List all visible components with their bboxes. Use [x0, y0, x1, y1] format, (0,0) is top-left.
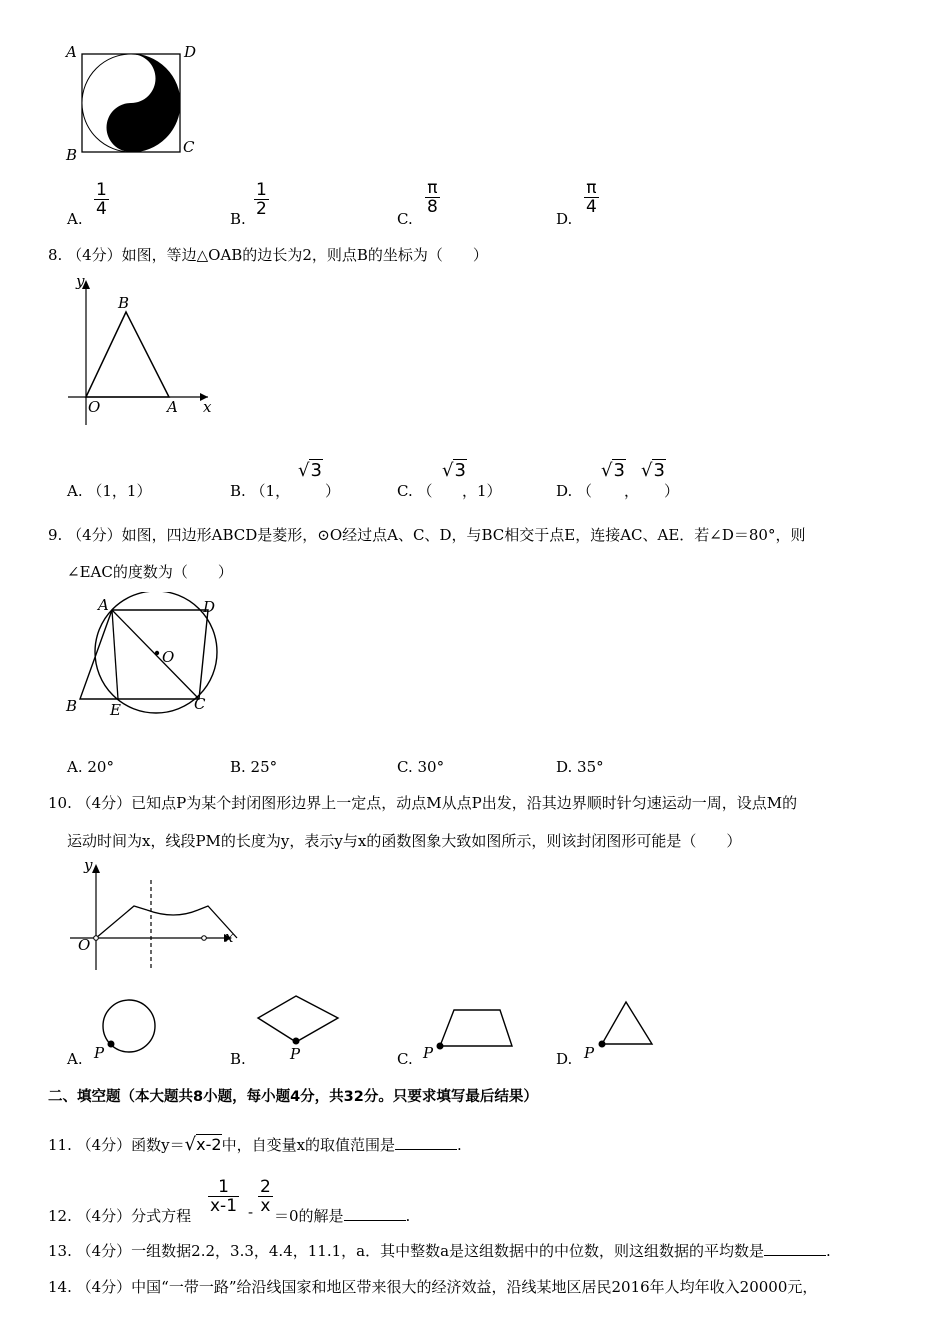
point-p-label: P [423, 1044, 434, 1062]
q12-prefix: 12. （4分）分式方程 [48, 1207, 192, 1225]
sqrt-3: √3 [442, 460, 466, 481]
point-a-label: A [98, 596, 109, 614]
answer-blank[interactable] [395, 1135, 457, 1150]
q9-option-c: C. 30° [397, 758, 445, 776]
function-graph-figure [62, 856, 247, 976]
q7-figure [60, 40, 210, 165]
q10-text-line2: 运动时间为x，线段PM的长度为y，表示y与x的函数图象大致如图所示，则该封闭图形可能是（ ） [67, 832, 742, 850]
denominator: 8 [427, 197, 438, 217]
q10-figure [62, 856, 247, 976]
q9-figure [60, 592, 230, 722]
label-c: C [183, 138, 195, 156]
axis-y-label: y [84, 856, 93, 874]
radicand: 3 [310, 460, 322, 481]
q7-option-b-fraction [254, 181, 269, 218]
radicand: 3 [454, 460, 466, 481]
point-d-label: D [203, 598, 216, 616]
q13-text: 13. （4分）一组数据2.2，3.3，4.4，11.1，a．其中整数a是这组数据中的中位数，则这组数据的平均数是 [48, 1242, 765, 1260]
q12-end: . [405, 1207, 411, 1225]
point-e-label: E [110, 701, 121, 719]
denominator: 2 [256, 199, 267, 219]
q7-option-a-fraction [94, 181, 109, 218]
sqrt-sign: √ [184, 1134, 197, 1155]
q7-option-d-letter: D. [556, 210, 573, 228]
q13-end: . [826, 1242, 831, 1260]
numerator: π [586, 178, 597, 198]
center-o-label: O [162, 648, 175, 666]
q11-end: . [457, 1136, 462, 1154]
q11-prefix: 11. （4分）函数y＝ [48, 1136, 185, 1154]
point-a-label: A [167, 398, 178, 416]
numerator: 2 [260, 1177, 271, 1197]
answer-blank[interactable] [764, 1241, 826, 1256]
numerator: 1 [256, 180, 267, 200]
radicand: 3 [653, 460, 665, 481]
axis-y-label: y [76, 272, 85, 290]
triangle-shape [596, 998, 658, 1050]
q11-line [48, 1134, 462, 1155]
numerator: π [427, 178, 438, 198]
point-c-label: C [194, 695, 206, 713]
q10-option-a: A. [67, 1050, 83, 1068]
trapezoid-shape [434, 1006, 518, 1050]
point-p-label: P [94, 1044, 105, 1062]
q8-option-c-lead: C. （ [397, 482, 433, 500]
numerator: 1 [96, 180, 107, 200]
q11-suffix: 中，自变量x的取值范围是 [221, 1136, 396, 1154]
point-p-label: P [584, 1044, 595, 1062]
label-d: D [184, 43, 197, 61]
q8-option-d-tail: ） [664, 482, 680, 500]
q9-option-b: B. 25° [230, 758, 278, 776]
sqrt-3: √3 [298, 460, 322, 481]
q9-text-line1: 9. （4分）如图，四边形ABCD是菱形，⊙O经过点A、C、D，与BC相交于点E，连接AC、AE．若∠D＝80°，则 [48, 526, 806, 544]
q14-text: 14. （4分）中国“一带一路”给沿线国家和地区带来很大的经济效益，沿线某地区居民2016年人均年收入20000元， [48, 1278, 818, 1296]
radicand: 3 [613, 460, 625, 481]
denominator: x-1 [210, 1196, 238, 1216]
q8-figure [60, 270, 230, 430]
q9-text-line2: ∠EAC的度数为（ ） [67, 563, 233, 581]
q7-option-c-fraction [425, 179, 440, 216]
minus-sign: - [248, 1203, 254, 1221]
section-title: 二、填空题（本大题共8小题，每小题4分，共32分。只要求填写最后结果） [48, 1089, 538, 1105]
q9-option-a: A. 20° [67, 758, 114, 776]
point-b-label: B [66, 697, 78, 715]
q7-option-d-fraction [584, 179, 599, 216]
label-b: B [66, 146, 78, 164]
q12-suffix-line [274, 1205, 410, 1226]
q8-option-a: A. （1，1） [67, 482, 152, 500]
denominator: x [258, 1196, 273, 1215]
q10-option-c: C. [397, 1050, 413, 1068]
q8-option-d-lead: D. （ [556, 482, 593, 500]
q12-fraction-2 [258, 1178, 273, 1215]
sqrt-3: √3 [601, 460, 625, 481]
denominator: 4 [586, 197, 597, 217]
point-b-label: B [118, 294, 130, 312]
axis-x-label: x [225, 928, 234, 946]
q8-text: 8. （4分）如图，等边△OAB的边长为2，则点B的坐标为（ ） [48, 246, 488, 264]
q12-suffix: ＝0的解是 [274, 1207, 344, 1225]
q10-option-b: B. [230, 1050, 246, 1068]
q13-line [48, 1240, 831, 1261]
sqrt-3: √3 [641, 460, 665, 481]
origin-label: O [78, 936, 91, 954]
q7-option-b-letter: B. [230, 210, 246, 228]
denominator: 4 [96, 199, 107, 219]
q8-option-c-tail: ，1） [462, 482, 502, 500]
q12-fraction-1 [208, 1178, 239, 1215]
q8-option-b-tail: ） [325, 482, 341, 500]
q10-option-d: D. [556, 1050, 573, 1068]
q10-text-line1: 10. （4分）已知点P为某个封闭图形边界上一定点，动点M从点P出发，沿其边界顺时针匀速运动一周，设点M的 [48, 794, 798, 812]
radicand: x-2 [196, 1135, 222, 1154]
axis-x-label: x [203, 398, 212, 416]
q7-option-c-letter: C. [397, 210, 413, 228]
circle-shape [96, 998, 162, 1062]
answer-blank[interactable] [344, 1206, 406, 1221]
q7-option-a-letter: A. [67, 210, 83, 228]
q8-option-d-mid: ， [624, 482, 640, 500]
q9-option-d: D. 35° [556, 758, 604, 776]
label-a: A [66, 43, 77, 61]
point-p-label: P [290, 1045, 301, 1063]
rhombus-shape [254, 992, 342, 1048]
q8-option-b-lead: B. （1， [230, 482, 291, 500]
numerator: 1 [218, 1177, 229, 1197]
origin-label: O [88, 398, 101, 416]
